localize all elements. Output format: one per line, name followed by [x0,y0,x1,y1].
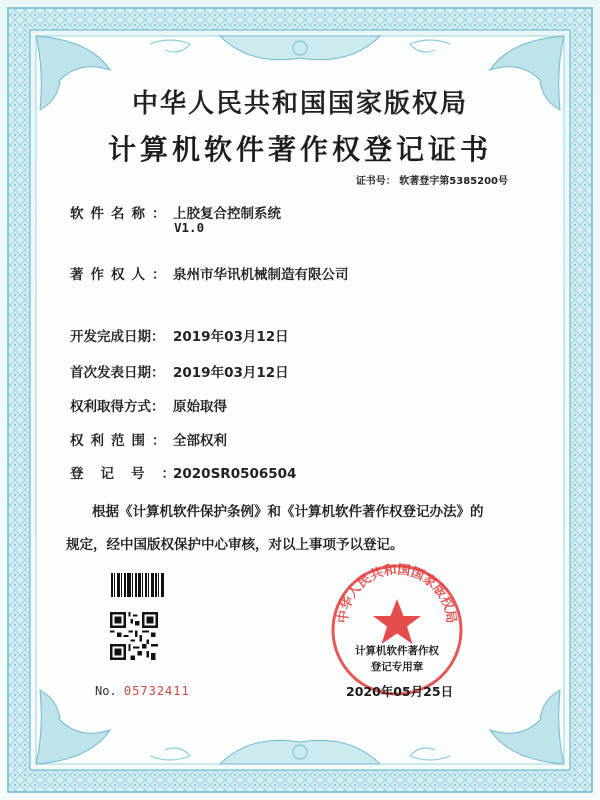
serial-prefix: No. [95,684,117,698]
field-value: 原始取得 [173,399,227,415]
field-copyright-owner [70,263,349,283]
field-label: 权利取得方式： [70,399,165,415]
field-software-name [70,202,281,222]
certificate-title: 计算机软件著作权登记证书 [107,133,492,166]
barcode-icon [110,572,166,598]
body-text-line-2: 规定，经中国版权保护中心审核，对以上事项予以登记。 [66,537,404,553]
field-acquisition-method [70,395,227,415]
field-rights-scope [70,429,227,449]
field-label: 软件名称： [70,206,173,222]
field-value: 上胶复合控制系统 [173,206,281,222]
seal-line-2: 登记专用章 [370,661,424,673]
field-value: 2020SR0506504 [173,466,297,482]
field-label: 权利范围： [70,433,173,449]
body-text-line-1: 根据《计算机软件保护条例》和《计算机软件著作权登记办法》的 [92,504,484,520]
serial-value: 05732411 [123,684,190,698]
field-label: 开发完成日期： [70,329,165,345]
software-version: V1.0 [174,220,205,235]
field-registration-number [70,462,296,482]
field-completion-date [70,325,289,345]
issuer-title: 中华人民共和国国家版权局 [131,89,468,119]
field-value: 2019年03月12日 [173,365,289,381]
seal-arc-text: 中华人民共和国国家版权局 [335,563,459,625]
field-label: 首次发表日期： [70,365,165,381]
issue-date: 2020年05月25日 [346,684,454,699]
field-value: 2019年03月12日 [173,329,289,345]
certificate-number: 证书号： 软著登字第5385200号 [355,176,508,187]
field-value: 泉州市华讯机械制造有限公司 [173,267,349,283]
field-publish-date [70,361,289,381]
field-value: 全部权利 [173,433,227,449]
star-icon [373,599,421,644]
official-seal [330,563,464,697]
field-label: 登记号： [70,466,192,482]
field-label: 著作权人： [70,267,173,283]
seal-line-1: 计算机软件著作权 [355,645,439,657]
qr-code-icon [110,612,158,660]
serial-number [95,684,190,698]
